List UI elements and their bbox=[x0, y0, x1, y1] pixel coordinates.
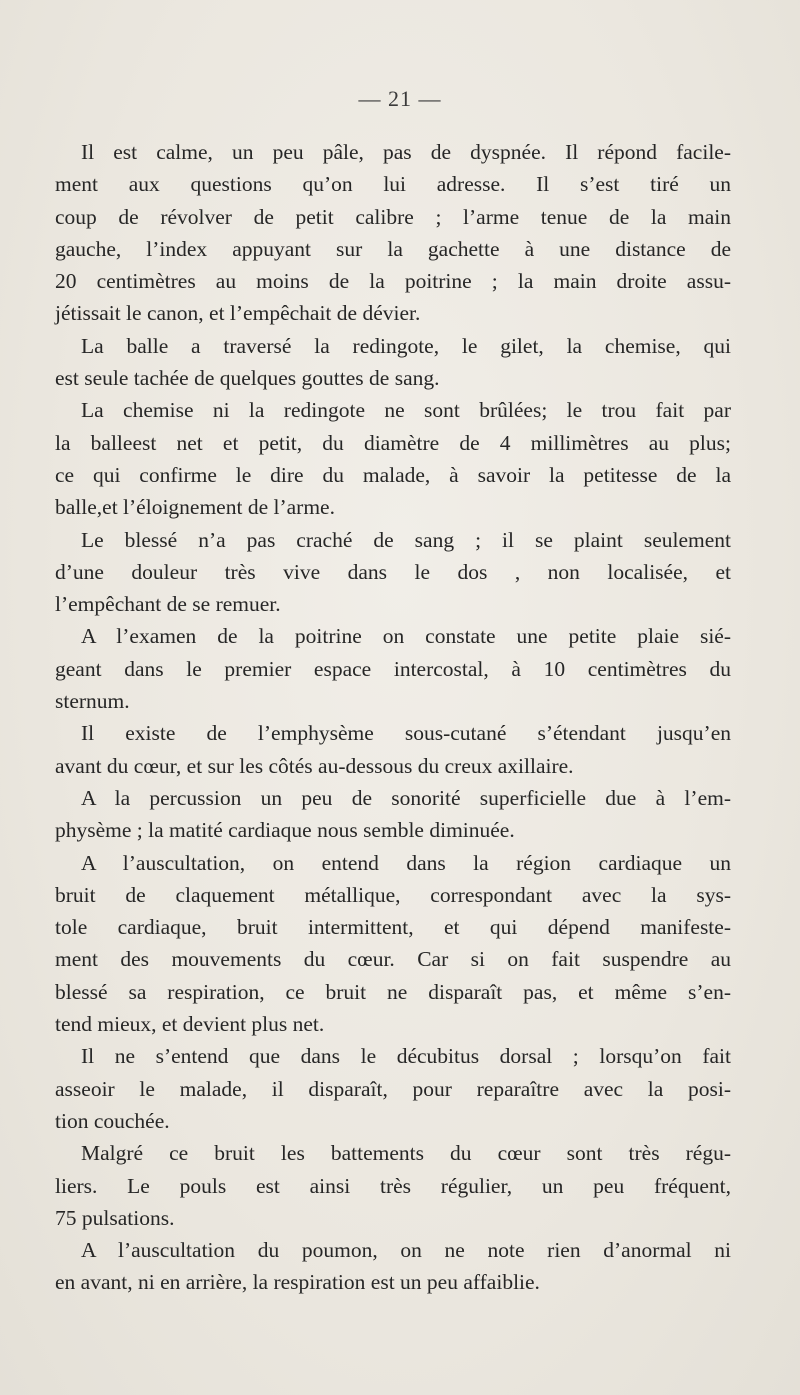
text-line: blessé sa respiration, ce bruit ne disparaît pas, et même s’en- bbox=[55, 979, 731, 1004]
text-line: la balleest net et petit, du diamètre de 4 millimètres au plus; bbox=[55, 430, 731, 455]
text-line: ment des mouvements du cœur. Car si on fait suspendre au bbox=[55, 947, 731, 972]
text-line: Le blessé n’a pas craché de sang ; il se plaint seulement bbox=[81, 527, 731, 552]
text-line: coup de révolver de petit calibre ; l’arme tenue de la main bbox=[55, 204, 731, 229]
text-line: A l’auscultation, on entend dans la région cardiaque un bbox=[81, 850, 731, 875]
text-line: asseoir le malade, il disparaît, pour reparaître avec la posi- bbox=[55, 1076, 731, 1101]
text-line: Malgré ce bruit les battements du cœur sont très régu- bbox=[81, 1141, 731, 1166]
body-text bbox=[55, 136, 731, 1299]
text-line: geant dans le premier espace intercostal, à 10 centimètres du bbox=[55, 656, 731, 681]
text-line: 20 centimètres au moins de la poitrine ; la main droite assu- bbox=[55, 269, 731, 294]
text-line: ment aux questions qu’on lui adresse. Il s’est tiré un bbox=[55, 172, 731, 197]
text-line: d’une douleur très vive dans le dos , non localisée, et bbox=[55, 559, 731, 584]
text-line: est seule tachée de quelques gouttes de sang. bbox=[55, 366, 440, 391]
text-line: A l’examen de la poitrine on constate une petite plaie sié- bbox=[81, 624, 731, 649]
text-line: gauche, l’index appuyant sur la gachette à une distance de bbox=[55, 236, 731, 261]
text-line: tole cardiaque, bruit intermittent, et qui dépend manifeste- bbox=[55, 915, 731, 940]
text-line: liers. Le pouls est ainsi très régulier, un peu fréquent, bbox=[55, 1173, 731, 1198]
text-line: balle,et l’éloignement de l’arme. bbox=[55, 495, 335, 520]
page-number: — 21 — bbox=[358, 86, 442, 111]
text-line: Il ne s’entend que dans le décubitus dorsal ; lorsqu’on fait bbox=[81, 1044, 731, 1069]
text-line: bruit de claquement métallique, correspondant avec la sys- bbox=[55, 882, 731, 907]
text-line: sternum. bbox=[55, 689, 130, 714]
text-line: ce qui confirme le dire du malade, à savoir la petitesse de la bbox=[55, 462, 731, 487]
text-line: Il est calme, un peu pâle, pas de dyspnée. Il répond facile- bbox=[81, 140, 731, 164]
text-line: 75 pulsations. bbox=[55, 1205, 175, 1230]
text-line: tion couchée. bbox=[55, 1108, 170, 1133]
text-line: en avant, ni en arrière, la respiration est un peu affaiblie. bbox=[55, 1270, 540, 1295]
text-line: l’empêchant de se remuer. bbox=[55, 592, 281, 617]
text-line: Il existe de l’emphysème sous-cutané s’étendant jusqu’en bbox=[81, 721, 731, 746]
text-line: A l’auscultation du poumon, on ne note rien d’anormal ni bbox=[81, 1238, 731, 1263]
text-line: physème ; la matité cardiaque nous semble diminuée. bbox=[55, 818, 515, 843]
text-line: avant du cœur, et sur les côtés au-dessous du creux axillaire. bbox=[55, 753, 574, 778]
text-line: La chemise ni la redingote ne sont brûlées; le trou fait par bbox=[81, 398, 731, 423]
text-line: A la percussion un peu de sonorité superficielle due à l’em- bbox=[81, 785, 731, 810]
text-line: tend mieux, et devient plus net. bbox=[55, 1012, 325, 1037]
text-line: jétissait le canon, et l’empêchait de dévier. bbox=[55, 301, 421, 326]
text-line: La balle a traversé la redingote, le gilet, la chemise, qui bbox=[81, 333, 731, 358]
